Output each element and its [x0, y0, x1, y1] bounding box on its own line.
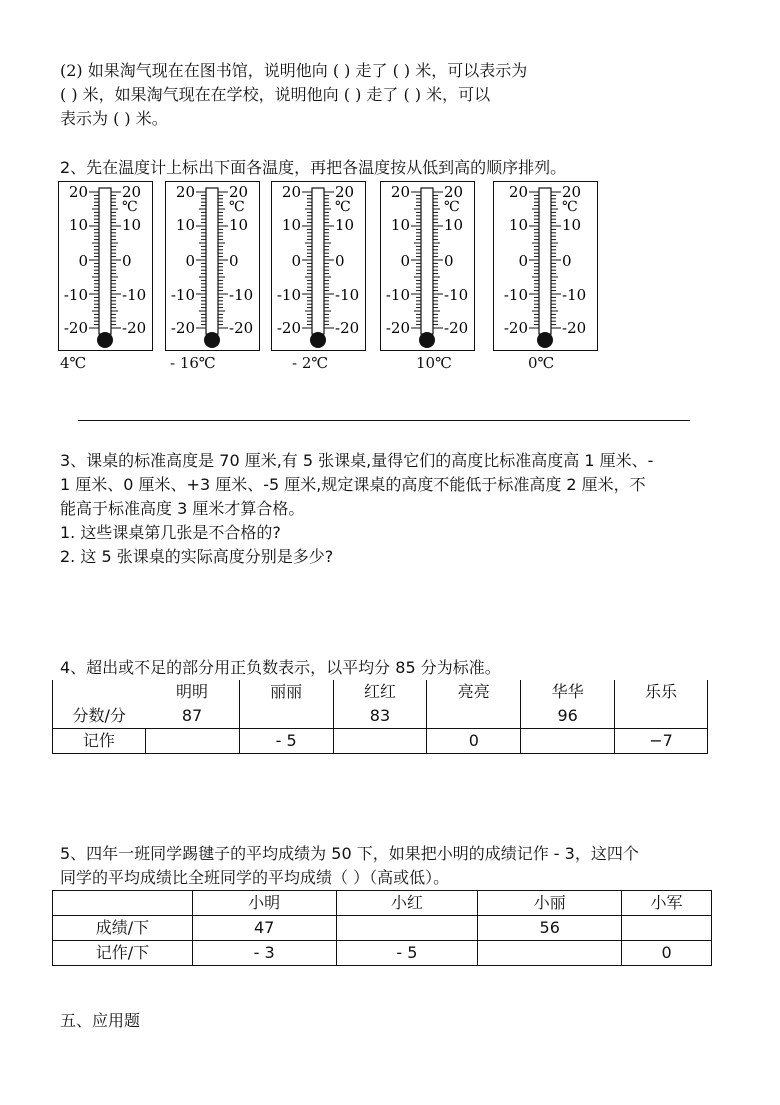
scale-label: 20 [562, 183, 582, 201]
scale-label: -10 [562, 286, 587, 304]
row-label: 记作 [53, 729, 146, 754]
scale-label: -10 [229, 286, 254, 304]
score-cell[interactable]: 47 [192, 916, 336, 941]
scale-label: -20 [385, 319, 410, 337]
thermometer-drawing [166, 182, 258, 349]
celsius-unit: ℃ [444, 199, 460, 215]
q2-text: 2、先在温度计上标出下面各温度，再把各温度按从低到高的顺序排列。 [60, 158, 567, 177]
scale-label: 10 [175, 216, 195, 234]
temperature-label: - 16℃ [170, 354, 216, 372]
scale-label: 0 [229, 252, 239, 270]
score-cell[interactable] [615, 704, 708, 729]
scale-label: 20 [390, 183, 410, 201]
mark-cell[interactable] [521, 729, 615, 754]
thermometer-drawing [272, 182, 364, 349]
table-header-cell: 小红 [336, 891, 478, 916]
scale-label: 10 [122, 216, 142, 234]
scale-label: 20 [68, 183, 88, 201]
thermometer[interactable] [165, 181, 260, 351]
table-header-cell: 小明 [192, 891, 336, 916]
row-label: 成绩/下 [53, 916, 193, 941]
table-corner-cell [53, 680, 146, 704]
scale-label: -10 [503, 286, 528, 304]
scale-label: 20 [281, 183, 301, 201]
scale-label: -10 [63, 286, 88, 304]
table-header-cell: 亮亮 [427, 680, 521, 704]
celsius-unit: ℃ [229, 199, 245, 215]
table-header-cell: 小军 [622, 891, 712, 916]
thermometer-tube [206, 188, 218, 334]
celsius-unit: ℃ [562, 199, 578, 215]
q3-line1: 3、课桌的标准高度是 70 厘米,有 5 张课桌,量得它们的高度比标准高度高 1 厘米、- [60, 451, 654, 470]
scale-label: 0 [185, 252, 195, 270]
row-label: 分数/分 [53, 704, 146, 729]
scale-label: 0 [400, 252, 410, 270]
mark-cell[interactable] [478, 941, 622, 966]
table-row [53, 704, 708, 729]
scale-label: 0 [78, 252, 88, 270]
thermometer-tube [539, 188, 551, 334]
scale-label: 10 [68, 216, 88, 234]
table-row [53, 941, 712, 966]
thermometer-bulb [97, 332, 113, 348]
scale-label: 0 [562, 252, 572, 270]
table-header-row [53, 680, 708, 704]
scale-label: 10 [508, 216, 528, 234]
score-cell[interactable]: 87 [145, 704, 239, 729]
scale-label: 0 [122, 252, 132, 270]
scale-label: 10 [390, 216, 410, 234]
score-cell[interactable] [622, 916, 712, 941]
scale-label: -10 [335, 286, 360, 304]
table-row [53, 729, 708, 754]
thermometer-tube [421, 188, 433, 334]
thermometer-bulb [204, 332, 220, 348]
scale-label: -20 [562, 319, 587, 337]
mark-cell[interactable]: - 5 [239, 729, 333, 754]
scale-label: -20 [170, 319, 195, 337]
scale-label: -20 [229, 319, 254, 337]
thermometer-bulb [537, 332, 553, 348]
scale-label: 20 [444, 183, 464, 201]
score-cell[interactable]: 83 [333, 704, 427, 729]
score-cell[interactable]: 96 [521, 704, 615, 729]
q4-score-table [52, 680, 708, 754]
table-header-cell: 乐乐 [615, 680, 708, 704]
scale-label: -10 [276, 286, 301, 304]
scale-label: 20 [122, 183, 142, 201]
scale-label: 0 [335, 252, 345, 270]
scale-label: 10 [444, 216, 464, 234]
scale-label: -20 [503, 319, 528, 337]
q1-part2-line3: 表示为 ( ) 米。 [60, 109, 168, 128]
mark-cell[interactable]: 0 [427, 729, 521, 754]
scale-label: 10 [229, 216, 249, 234]
scale-label: -10 [385, 286, 410, 304]
temperature-label: 4℃ [60, 354, 87, 372]
scale-label: -20 [335, 319, 360, 337]
temperature-label: 10℃ [416, 354, 452, 372]
scale-label: 20 [175, 183, 195, 201]
thermometer[interactable] [493, 181, 598, 351]
thermometer[interactable] [58, 181, 153, 351]
thermometer-drawing [381, 182, 473, 349]
q3-line2: 1 厘米、0 厘米、+3 厘米、-5 厘米,规定课桌的高度不能低于标准高度 2 厘米，不 [60, 475, 646, 494]
scale-label: -10 [122, 286, 147, 304]
q4-text: 4、超出或不足的部分用正负数表示，以平均分 85 分为标准。 [60, 658, 501, 677]
scale-label: 20 [508, 183, 528, 201]
scale-label: 20 [335, 183, 355, 201]
q1-part2-line2: ( ) 米，如果淘气现在在学校，说明他向 ( ) 走了 ( ) 米，可以 [60, 85, 491, 104]
q5-score-table [52, 890, 712, 966]
q5-line1: 5、四年一班同学踢毽子的平均成绩为 50 下，如果把小明的成绩记作 - 3，这四个 [60, 844, 639, 863]
scale-label: 20 [229, 183, 249, 201]
q3-line3: 能高于标准高度 3 厘米才算合格。 [60, 499, 305, 518]
scale-label: 0 [518, 252, 528, 270]
scale-label: 10 [335, 216, 355, 234]
celsius-unit: ℃ [122, 199, 138, 215]
score-cell[interactable] [427, 704, 521, 729]
table-header-cell: 红红 [333, 680, 427, 704]
thermometer-bulb [310, 332, 326, 348]
scale-label: -20 [276, 319, 301, 337]
mark-cell[interactable]: −7 [615, 729, 708, 754]
scale-label: -10 [444, 286, 469, 304]
table-header-cell: 小丽 [478, 891, 622, 916]
thermometer-drawing [494, 182, 596, 349]
thermometer[interactable] [380, 181, 475, 351]
mark-cell[interactable]: - 3 [192, 941, 336, 966]
scale-label: -10 [170, 286, 195, 304]
score-cell[interactable]: 56 [478, 916, 622, 941]
section-title: 五、应用题 [60, 1011, 141, 1030]
thermometer[interactable] [271, 181, 366, 351]
answer-blank-line[interactable] [78, 420, 690, 421]
thermometer-bulb [419, 332, 435, 348]
scale-label: 10 [281, 216, 301, 234]
table-row [53, 916, 712, 941]
scale-label: 10 [562, 216, 582, 234]
scale-label: -20 [63, 319, 88, 337]
row-label: 记作/下 [53, 941, 193, 966]
scale-label: -20 [444, 319, 469, 337]
thermometer-drawing [59, 182, 151, 349]
q3-sub-question-2: 2. 这 5 张课桌的实际高度分别是多少? [60, 547, 334, 566]
temperature-label: - 2℃ [292, 354, 329, 372]
table-header-row [53, 891, 712, 916]
table-header-cell: 丽丽 [239, 680, 333, 704]
table-header-cell: 华华 [521, 680, 615, 704]
q3-sub-question-1: 1. 这些课桌第几张是不合格的? [60, 523, 281, 542]
mark-cell[interactable] [145, 729, 239, 754]
table-corner-cell [53, 891, 193, 916]
score-cell[interactable] [239, 704, 333, 729]
q5-line2: 同学的平均成绩比全班同学的平均成绩（ ）（高或低）。 [60, 868, 450, 887]
mark-cell[interactable]: 0 [622, 941, 712, 966]
thermometer-tube [99, 188, 111, 334]
mark-cell[interactable]: - 5 [336, 941, 478, 966]
q1-part2-line1: (2) 如果淘气现在在图书馆，说明他向 ( ) 走了 ( ) 米，可以表示为 [60, 61, 528, 80]
mark-cell[interactable] [333, 729, 427, 754]
scale-label: -20 [122, 319, 147, 337]
score-cell[interactable] [336, 916, 478, 941]
thermometer-tube [312, 188, 324, 334]
temperature-label: 0℃ [528, 354, 555, 372]
celsius-unit: ℃ [335, 199, 351, 215]
scale-label: 0 [444, 252, 454, 270]
table-header-cell: 明明 [176, 682, 209, 701]
scale-label: 0 [291, 252, 301, 270]
